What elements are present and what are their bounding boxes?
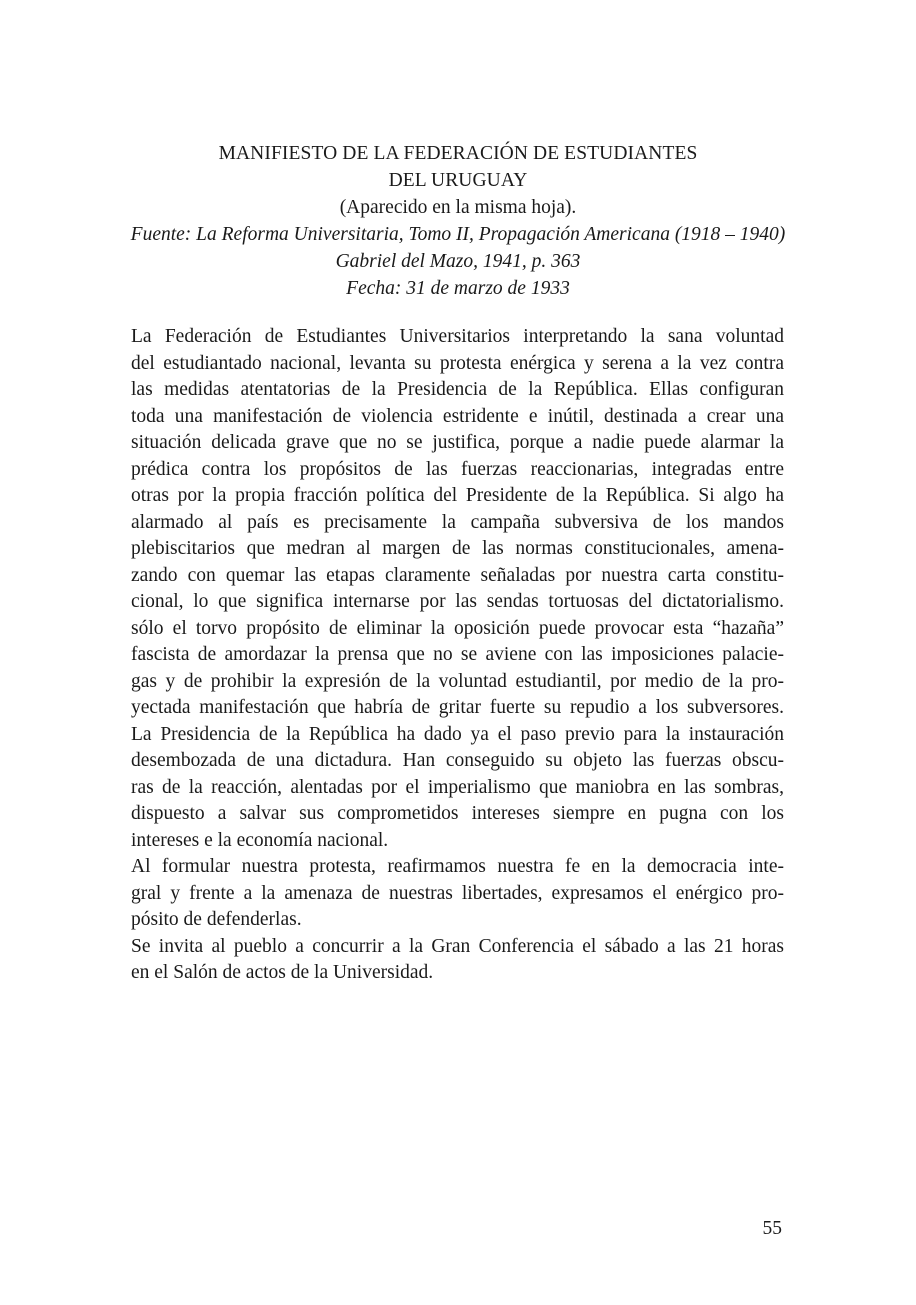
body-line: Al formular nuestra protesta, reafirmamos nuestra fe en la democracia inte- [131,856,784,877]
body-line: gral y frente a la amenaza de nuestras libertades, expresamos el enérgico pro- [131,882,784,904]
body-line: gas y de prohibir la expresión de la voluntad estudiantil, por medio de la pro- [131,670,784,692]
body-line: Se invita al pueblo a concurrir a la Gran Conferencia el sábado a las 21 horas [131,935,784,957]
body-line: alarmado al país es precisamente la campaña subversiva de los mandos [131,511,784,533]
title-line-2: DEL URUGUAY [388,170,528,191]
source-line-1: Fuente: La Reforma Universitaria, Tomo II, Propagación Americana (1918 – 1940) [130,224,786,245]
body-line: pósito de defenderlas. [131,909,302,930]
body-line: yectada manifestación que habría de gritar fuerte su repudio a los subversores. [131,697,784,718]
body-line: otras por la propia fracción política del Presidente de la República. Si algo ha [131,485,784,506]
title-line-1: MANIFIESTO DE LA FEDERACIÓN DE ESTUDIANTES [218,143,698,164]
body-line: dispuesto a salvar sus comprometidos intereses siempre en pugna con los [131,803,784,824]
body-line: del estudiantado nacional, levanta su protesta enérgica y serena a la vez contra [131,352,784,374]
source-line-2: Gabriel del Mazo, 1941, p. 363 [335,251,581,272]
body-line: cional, lo que significa internarse por las sendas tortuosas del dictatorialismo. [131,591,784,612]
date-line: Fecha: 31 de marzo de 1933 [346,278,570,299]
body-line: plebiscitarios que medran al margen de las normas constitucionales, amena- [131,538,784,559]
body-line: las medidas atentatorias de la Presidencia de la República. Ellas configuran [131,379,784,400]
manifesto-body [131,324,784,987]
body-line: situación delicada grave que no se justifica, porque a nadie puede alarmar la [131,432,784,453]
publication-note: (Aparecido en la misma hoja). [339,197,577,218]
body-line: La Federación de Estudiantes Universitarios interpretando la sana voluntad [131,326,784,347]
body-line: ras de la reacción, alentadas por el imperialismo que maniobra en las sombras, [131,776,784,798]
document-header [120,140,796,302]
body-line: fascista de amordazar la prensa que no se aviene con las imposiciones palacie- [131,644,784,665]
page-number: 55 [762,1218,782,1239]
body-line: toda una manifestación de violencia estridente e inútil, destinada a crear una [131,405,784,427]
body-line: desembozada de una dictadura. Han conseguido su objeto las fuerzas obscu- [131,750,784,771]
body-line: en el Salón de actos de la Universidad. [131,962,434,983]
body-line: zando con quemar las etapas claramente señaladas por nuestra carta constitu- [131,564,784,586]
body-line: La Presidencia de la República ha dado ya el paso previo para la instauración [131,723,784,745]
body-line: prédica contra los propósitos de las fuerzas reaccionarias, integradas entre [131,458,784,480]
body-line: sólo el torvo propósito de eliminar la oposición puede provocar esta “hazaña” [131,617,784,639]
body-line: intereses e la economía nacional. [131,829,389,851]
